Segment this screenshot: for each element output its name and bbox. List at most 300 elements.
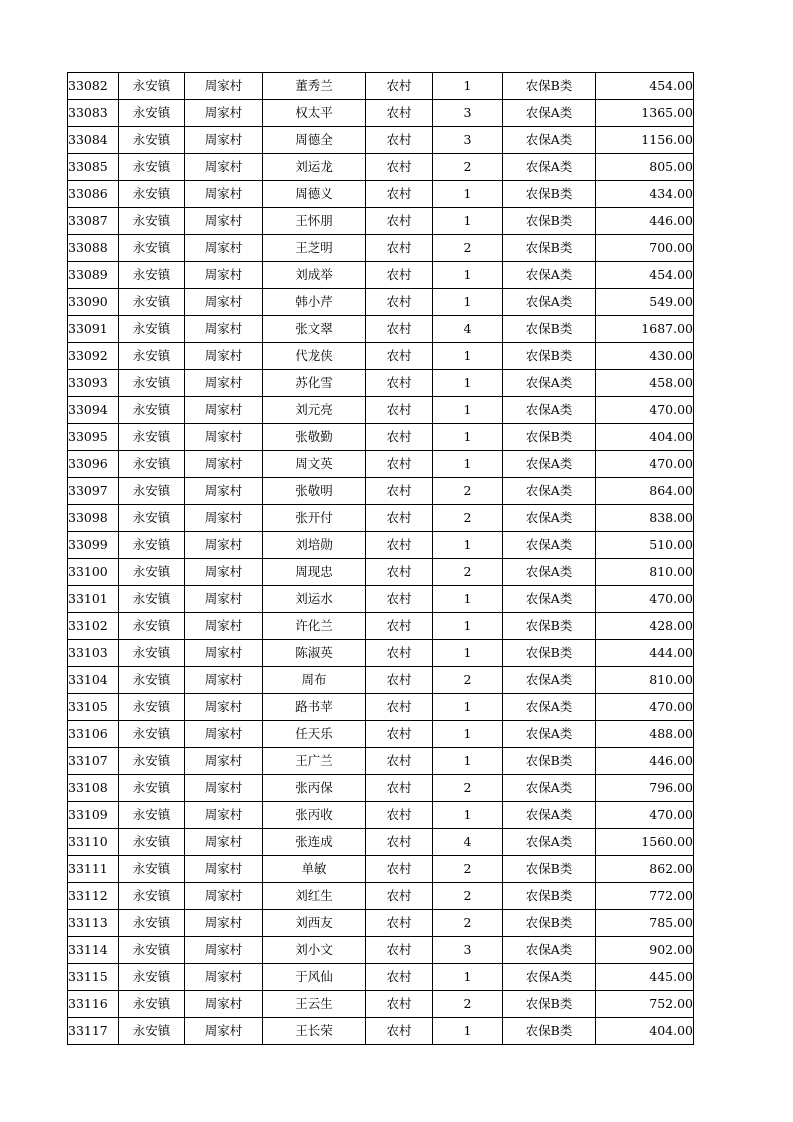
cell-type: 农村 (366, 910, 433, 937)
cell-amount: 810.00 (596, 559, 694, 586)
cell-name: 刘西友 (263, 910, 366, 937)
cell-name: 于风仙 (263, 964, 366, 991)
cell-type: 农村 (366, 100, 433, 127)
cell-id: 33083 (68, 100, 119, 127)
cell-town: 永安镇 (119, 127, 185, 154)
cell-town: 永安镇 (119, 154, 185, 181)
cell-town: 永安镇 (119, 721, 185, 748)
cell-count: 1 (433, 181, 503, 208)
cell-id: 33088 (68, 235, 119, 262)
cell-town: 永安镇 (119, 640, 185, 667)
cell-town: 永安镇 (119, 424, 185, 451)
cell-amount: 902.00 (596, 937, 694, 964)
cell-name: 王怀朋 (263, 208, 366, 235)
table-row (68, 289, 694, 316)
cell-amount: 549.00 (596, 289, 694, 316)
cell-amount: 805.00 (596, 154, 694, 181)
cell-town: 永安镇 (119, 667, 185, 694)
cell-category: 农保A类 (503, 829, 596, 856)
cell-town: 永安镇 (119, 100, 185, 127)
cell-type: 农村 (366, 667, 433, 694)
cell-count: 1 (433, 964, 503, 991)
cell-village: 周家村 (185, 829, 263, 856)
cell-category: 农保A类 (503, 559, 596, 586)
cell-category: 农保A类 (503, 289, 596, 316)
cell-name: 张开付 (263, 505, 366, 532)
cell-name: 王广兰 (263, 748, 366, 775)
cell-town: 永安镇 (119, 181, 185, 208)
cell-category: 农保A类 (503, 478, 596, 505)
cell-count: 1 (433, 208, 503, 235)
cell-amount: 1365.00 (596, 100, 694, 127)
cell-category: 农保A类 (503, 451, 596, 478)
cell-count: 1 (433, 748, 503, 775)
cell-name: 王云生 (263, 991, 366, 1018)
cell-type: 农村 (366, 262, 433, 289)
cell-town: 永安镇 (119, 235, 185, 262)
cell-id: 33082 (68, 73, 119, 100)
cell-type: 农村 (366, 991, 433, 1018)
cell-category: 农保A类 (503, 532, 596, 559)
cell-amount: 700.00 (596, 235, 694, 262)
cell-type: 农村 (366, 559, 433, 586)
table-row (68, 721, 694, 748)
cell-name: 单敏 (263, 856, 366, 883)
cell-count: 3 (433, 937, 503, 964)
cell-count: 2 (433, 235, 503, 262)
cell-type: 农村 (366, 478, 433, 505)
cell-category: 农保B类 (503, 424, 596, 451)
cell-town: 永安镇 (119, 478, 185, 505)
cell-village: 周家村 (185, 370, 263, 397)
cell-name: 张文翠 (263, 316, 366, 343)
cell-count: 1 (433, 424, 503, 451)
cell-id: 33111 (68, 856, 119, 883)
cell-amount: 864.00 (596, 478, 694, 505)
cell-name: 任天乐 (263, 721, 366, 748)
table-row (68, 856, 694, 883)
cell-town: 永安镇 (119, 316, 185, 343)
cell-village: 周家村 (185, 73, 263, 100)
cell-count: 3 (433, 100, 503, 127)
cell-category: 农保B类 (503, 910, 596, 937)
cell-id: 33095 (68, 424, 119, 451)
cell-town: 永安镇 (119, 856, 185, 883)
table-row (68, 991, 694, 1018)
cell-count: 1 (433, 532, 503, 559)
cell-name: 刘培勋 (263, 532, 366, 559)
cell-amount: 510.00 (596, 532, 694, 559)
cell-town: 永安镇 (119, 208, 185, 235)
table-row (68, 505, 694, 532)
cell-category: 农保A类 (503, 964, 596, 991)
table-row (68, 316, 694, 343)
cell-type: 农村 (366, 343, 433, 370)
cell-village: 周家村 (185, 964, 263, 991)
cell-amount: 785.00 (596, 910, 694, 937)
cell-id: 33107 (68, 748, 119, 775)
cell-count: 2 (433, 775, 503, 802)
cell-type: 农村 (366, 586, 433, 613)
cell-type: 农村 (366, 694, 433, 721)
cell-name: 周现忠 (263, 559, 366, 586)
cell-type: 农村 (366, 640, 433, 667)
cell-category: 农保A类 (503, 127, 596, 154)
cell-category: 农保B类 (503, 640, 596, 667)
cell-name: 张敬明 (263, 478, 366, 505)
cell-village: 周家村 (185, 235, 263, 262)
cell-id: 33087 (68, 208, 119, 235)
cell-count: 1 (433, 397, 503, 424)
cell-amount: 838.00 (596, 505, 694, 532)
cell-village: 周家村 (185, 640, 263, 667)
cell-count: 1 (433, 1018, 503, 1045)
cell-id: 33093 (68, 370, 119, 397)
cell-town: 永安镇 (119, 505, 185, 532)
cell-category: 农保A类 (503, 586, 596, 613)
cell-name: 刘运龙 (263, 154, 366, 181)
table-row (68, 802, 694, 829)
cell-count: 1 (433, 613, 503, 640)
cell-amount: 752.00 (596, 991, 694, 1018)
cell-town: 永安镇 (119, 532, 185, 559)
cell-village: 周家村 (185, 991, 263, 1018)
cell-name: 周文英 (263, 451, 366, 478)
cell-type: 农村 (366, 802, 433, 829)
cell-type: 农村 (366, 829, 433, 856)
cell-amount: 470.00 (596, 397, 694, 424)
cell-type: 农村 (366, 856, 433, 883)
table-row (68, 127, 694, 154)
cell-count: 1 (433, 694, 503, 721)
cell-type: 农村 (366, 1018, 433, 1045)
cell-town: 永安镇 (119, 829, 185, 856)
cell-id: 33117 (68, 1018, 119, 1045)
cell-name: 陈淑英 (263, 640, 366, 667)
cell-name: 刘成举 (263, 262, 366, 289)
cell-name: 周布 (263, 667, 366, 694)
cell-category: 农保A类 (503, 370, 596, 397)
cell-village: 周家村 (185, 154, 263, 181)
cell-name: 刘小文 (263, 937, 366, 964)
cell-village: 周家村 (185, 667, 263, 694)
cell-type: 农村 (366, 424, 433, 451)
cell-category: 农保B类 (503, 748, 596, 775)
cell-id: 33099 (68, 532, 119, 559)
cell-id: 33103 (68, 640, 119, 667)
cell-category: 农保A类 (503, 262, 596, 289)
cell-id: 33086 (68, 181, 119, 208)
cell-count: 2 (433, 910, 503, 937)
cell-amount: 444.00 (596, 640, 694, 667)
cell-town: 永安镇 (119, 73, 185, 100)
cell-category: 农保A类 (503, 100, 596, 127)
cell-type: 农村 (366, 316, 433, 343)
cell-amount: 796.00 (596, 775, 694, 802)
cell-name: 张连成 (263, 829, 366, 856)
cell-count: 2 (433, 856, 503, 883)
cell-id: 33092 (68, 343, 119, 370)
cell-category: 农保B类 (503, 1018, 596, 1045)
table-row (68, 100, 694, 127)
cell-id: 33109 (68, 802, 119, 829)
cell-amount: 1560.00 (596, 829, 694, 856)
table-row (68, 208, 694, 235)
table-row (68, 640, 694, 667)
cell-category: 农保A类 (503, 505, 596, 532)
cell-id: 33094 (68, 397, 119, 424)
cell-town: 永安镇 (119, 397, 185, 424)
cell-name: 许化兰 (263, 613, 366, 640)
table-row (68, 1018, 694, 1045)
cell-village: 周家村 (185, 532, 263, 559)
cell-name: 刘元亮 (263, 397, 366, 424)
cell-count: 1 (433, 640, 503, 667)
cell-amount: 488.00 (596, 721, 694, 748)
cell-amount: 404.00 (596, 1018, 694, 1045)
cell-amount: 1156.00 (596, 127, 694, 154)
cell-village: 周家村 (185, 613, 263, 640)
cell-town: 永安镇 (119, 586, 185, 613)
cell-village: 周家村 (185, 100, 263, 127)
cell-category: 农保A类 (503, 397, 596, 424)
table-row (68, 181, 694, 208)
table-row (68, 235, 694, 262)
table-row (68, 613, 694, 640)
cell-amount: 446.00 (596, 208, 694, 235)
cell-count: 1 (433, 73, 503, 100)
cell-town: 永安镇 (119, 343, 185, 370)
cell-type: 农村 (366, 154, 433, 181)
cell-category: 农保A类 (503, 802, 596, 829)
cell-category: 农保A类 (503, 694, 596, 721)
cell-id: 33114 (68, 937, 119, 964)
cell-id: 33104 (68, 667, 119, 694)
cell-town: 永安镇 (119, 694, 185, 721)
cell-amount: 862.00 (596, 856, 694, 883)
cell-type: 农村 (366, 721, 433, 748)
table-row (68, 748, 694, 775)
cell-village: 周家村 (185, 397, 263, 424)
cell-village: 周家村 (185, 775, 263, 802)
cell-village: 周家村 (185, 478, 263, 505)
cell-village: 周家村 (185, 910, 263, 937)
cell-town: 永安镇 (119, 370, 185, 397)
cell-village: 周家村 (185, 883, 263, 910)
cell-town: 永安镇 (119, 748, 185, 775)
cell-village: 周家村 (185, 316, 263, 343)
cell-name: 王芝明 (263, 235, 366, 262)
cell-village: 周家村 (185, 127, 263, 154)
cell-category: 农保A类 (503, 937, 596, 964)
cell-amount: 446.00 (596, 748, 694, 775)
cell-town: 永安镇 (119, 262, 185, 289)
cell-type: 农村 (366, 73, 433, 100)
cell-type: 农村 (366, 964, 433, 991)
cell-category: 农保B类 (503, 883, 596, 910)
cell-id: 33112 (68, 883, 119, 910)
cell-count: 4 (433, 829, 503, 856)
table-row (68, 694, 694, 721)
cell-village: 周家村 (185, 262, 263, 289)
cell-village: 周家村 (185, 505, 263, 532)
cell-village: 周家村 (185, 181, 263, 208)
cell-category: 农保B类 (503, 991, 596, 1018)
cell-amount: 1687.00 (596, 316, 694, 343)
table-row (68, 451, 694, 478)
cell-category: 农保B类 (503, 181, 596, 208)
cell-name: 周德义 (263, 181, 366, 208)
cell-id: 33085 (68, 154, 119, 181)
cell-town: 永安镇 (119, 991, 185, 1018)
cell-id: 33113 (68, 910, 119, 937)
cell-id: 33105 (68, 694, 119, 721)
cell-category: 农保A类 (503, 667, 596, 694)
table-row (68, 586, 694, 613)
table-row (68, 667, 694, 694)
cell-type: 农村 (366, 451, 433, 478)
cell-village: 周家村 (185, 937, 263, 964)
cell-count: 4 (433, 316, 503, 343)
cell-category: 农保B类 (503, 343, 596, 370)
cell-count: 1 (433, 370, 503, 397)
cell-village: 周家村 (185, 1018, 263, 1045)
cell-type: 农村 (366, 937, 433, 964)
cell-id: 33100 (68, 559, 119, 586)
cell-count: 2 (433, 667, 503, 694)
cell-type: 农村 (366, 370, 433, 397)
cell-id: 33102 (68, 613, 119, 640)
cell-amount: 470.00 (596, 586, 694, 613)
cell-type: 农村 (366, 181, 433, 208)
cell-town: 永安镇 (119, 802, 185, 829)
cell-village: 周家村 (185, 208, 263, 235)
table-row (68, 370, 694, 397)
cell-count: 1 (433, 586, 503, 613)
cell-name: 苏化雪 (263, 370, 366, 397)
table-row (68, 397, 694, 424)
cell-amount: 454.00 (596, 262, 694, 289)
cell-category: 农保B类 (503, 316, 596, 343)
cell-amount: 470.00 (596, 802, 694, 829)
cell-type: 农村 (366, 775, 433, 802)
cell-name: 张丙保 (263, 775, 366, 802)
cell-category: 农保A类 (503, 775, 596, 802)
cell-id: 33091 (68, 316, 119, 343)
table-row (68, 73, 694, 100)
cell-type: 农村 (366, 235, 433, 262)
cell-count: 1 (433, 289, 503, 316)
cell-category: 农保B类 (503, 235, 596, 262)
cell-type: 农村 (366, 127, 433, 154)
cell-count: 2 (433, 991, 503, 1018)
cell-count: 1 (433, 262, 503, 289)
cell-count: 1 (433, 451, 503, 478)
cell-name: 刘红生 (263, 883, 366, 910)
cell-category: 农保A类 (503, 154, 596, 181)
table-row (68, 964, 694, 991)
cell-id: 33096 (68, 451, 119, 478)
cell-amount: 458.00 (596, 370, 694, 397)
cell-town: 永安镇 (119, 910, 185, 937)
table-body (68, 73, 694, 1045)
cell-id: 33115 (68, 964, 119, 991)
cell-category: 农保B类 (503, 856, 596, 883)
cell-town: 永安镇 (119, 559, 185, 586)
cell-name: 张敬勤 (263, 424, 366, 451)
cell-category: 农保A类 (503, 721, 596, 748)
cell-amount: 404.00 (596, 424, 694, 451)
cell-amount: 454.00 (596, 73, 694, 100)
cell-name: 张丙收 (263, 802, 366, 829)
cell-village: 周家村 (185, 343, 263, 370)
cell-name: 路书苹 (263, 694, 366, 721)
table-row (68, 559, 694, 586)
cell-id: 33098 (68, 505, 119, 532)
cell-village: 周家村 (185, 694, 263, 721)
cell-village: 周家村 (185, 289, 263, 316)
cell-village: 周家村 (185, 424, 263, 451)
cell-type: 农村 (366, 208, 433, 235)
cell-name: 刘运水 (263, 586, 366, 613)
cell-id: 33110 (68, 829, 119, 856)
table-row (68, 910, 694, 937)
cell-village: 周家村 (185, 748, 263, 775)
cell-town: 永安镇 (119, 289, 185, 316)
cell-count: 2 (433, 154, 503, 181)
cell-count: 1 (433, 343, 503, 370)
cell-amount: 445.00 (596, 964, 694, 991)
cell-amount: 810.00 (596, 667, 694, 694)
cell-type: 农村 (366, 289, 433, 316)
cell-id: 33097 (68, 478, 119, 505)
cell-name: 权太平 (263, 100, 366, 127)
table-row (68, 262, 694, 289)
table-row (68, 532, 694, 559)
cell-type: 农村 (366, 532, 433, 559)
table-row (68, 478, 694, 505)
cell-town: 永安镇 (119, 883, 185, 910)
cell-id: 33084 (68, 127, 119, 154)
cell-category: 农保B类 (503, 73, 596, 100)
cell-town: 永安镇 (119, 613, 185, 640)
cell-amount: 428.00 (596, 613, 694, 640)
cell-count: 2 (433, 559, 503, 586)
cell-count: 3 (433, 127, 503, 154)
cell-name: 韩小芹 (263, 289, 366, 316)
data-table (67, 72, 694, 1045)
table-row (68, 343, 694, 370)
cell-town: 永安镇 (119, 1018, 185, 1045)
cell-amount: 772.00 (596, 883, 694, 910)
cell-village: 周家村 (185, 856, 263, 883)
cell-town: 永安镇 (119, 964, 185, 991)
table-row (68, 154, 694, 181)
cell-id: 33116 (68, 991, 119, 1018)
cell-count: 2 (433, 505, 503, 532)
cell-amount: 470.00 (596, 694, 694, 721)
cell-id: 33089 (68, 262, 119, 289)
cell-town: 永安镇 (119, 451, 185, 478)
cell-type: 农村 (366, 505, 433, 532)
cell-category: 农保B类 (503, 613, 596, 640)
cell-count: 2 (433, 478, 503, 505)
cell-town: 永安镇 (119, 937, 185, 964)
cell-amount: 430.00 (596, 343, 694, 370)
table-row (68, 775, 694, 802)
cell-village: 周家村 (185, 451, 263, 478)
cell-name: 王长荣 (263, 1018, 366, 1045)
